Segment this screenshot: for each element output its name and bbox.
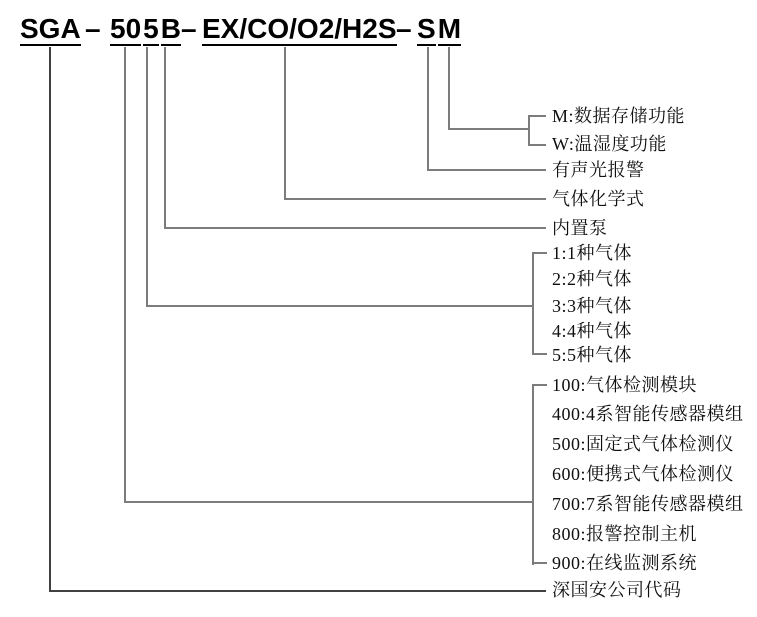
label-gas-count-1: 1:1种气体: [552, 243, 633, 263]
label-gas-formula: 气体化学式: [552, 189, 645, 209]
label-function-w: W:温湿度功能: [552, 134, 667, 154]
bracket-series-vertical: [532, 384, 534, 565]
model-company-prefix: SGA: [20, 13, 81, 44]
label-function-m: M:数据存储功能: [552, 106, 686, 126]
model-gas-formula-code: EX/CO/O2/H2S: [202, 13, 397, 44]
connector-gas-count-horizontal: [146, 305, 534, 307]
connector-formula-vertical: [284, 47, 286, 200]
pump-letter: B: [160, 13, 181, 44]
label-series-600: 600:便携式气体检测仪: [552, 464, 735, 484]
connector-function-vertical: [448, 47, 450, 130]
connector-alarm-horizontal: [427, 169, 546, 171]
connector-pump-vertical: [164, 47, 166, 229]
label-gas-count-3: 3:3种气体: [552, 296, 633, 316]
bracket-gas-count-arm-top: [532, 252, 547, 254]
label-pump: 内置泵: [552, 218, 608, 238]
function-letter: M: [437, 13, 462, 44]
label-series-900: 900:在线监测系统: [552, 553, 698, 573]
connector-gas-count-vertical: [146, 47, 148, 307]
connector-company-vertical: [49, 47, 51, 592]
dash-separator-3: –: [396, 13, 412, 44]
bracket-function-vertical: [528, 115, 530, 146]
label-company-code: 深国安公司代码: [552, 580, 682, 600]
connector-company-horizontal: [49, 590, 546, 592]
label-gas-count-4: 4:4种气体: [552, 321, 633, 341]
bracket-series-arm-bottom: [532, 562, 547, 564]
connector-series-horizontal: [124, 501, 534, 503]
label-gas-count-2: 2:2种气体: [552, 269, 633, 289]
bracket-function-arm-bottom: [528, 144, 546, 146]
bracket-series-arm-top: [532, 384, 547, 386]
alarm-letter: S: [417, 13, 436, 44]
model-suffix-code: [417, 15, 461, 46]
series-digits: 50: [110, 13, 142, 44]
label-alarm: 有声光报警: [552, 160, 645, 180]
dash-separator-2: –: [181, 13, 197, 44]
label-series-500: 500:固定式气体检测仪: [552, 434, 735, 454]
bracket-function-arm-top: [528, 115, 546, 117]
model-series-number: [110, 15, 181, 46]
label-gas-count-5: 5:5种气体: [552, 345, 633, 365]
label-series-100: 100:气体检测模块: [552, 375, 698, 395]
connector-pump-horizontal: [164, 227, 546, 229]
connector-formula-horizontal: [284, 198, 546, 200]
label-series-800: 800:报警控制主机: [552, 524, 698, 544]
bracket-gas-count-vertical: [532, 252, 534, 355]
label-series-400: 400:4系智能传感器模组: [552, 404, 744, 424]
connector-series-vertical: [124, 47, 126, 503]
dash-separator-1: –: [85, 13, 101, 44]
connector-alarm-vertical: [427, 47, 429, 171]
gas-count-digit: 5: [143, 13, 159, 44]
bracket-gas-count-arm-bottom: [532, 353, 547, 355]
label-series-700: 700:7系智能传感器模组: [552, 494, 744, 514]
connector-function-horizontal: [448, 128, 530, 130]
